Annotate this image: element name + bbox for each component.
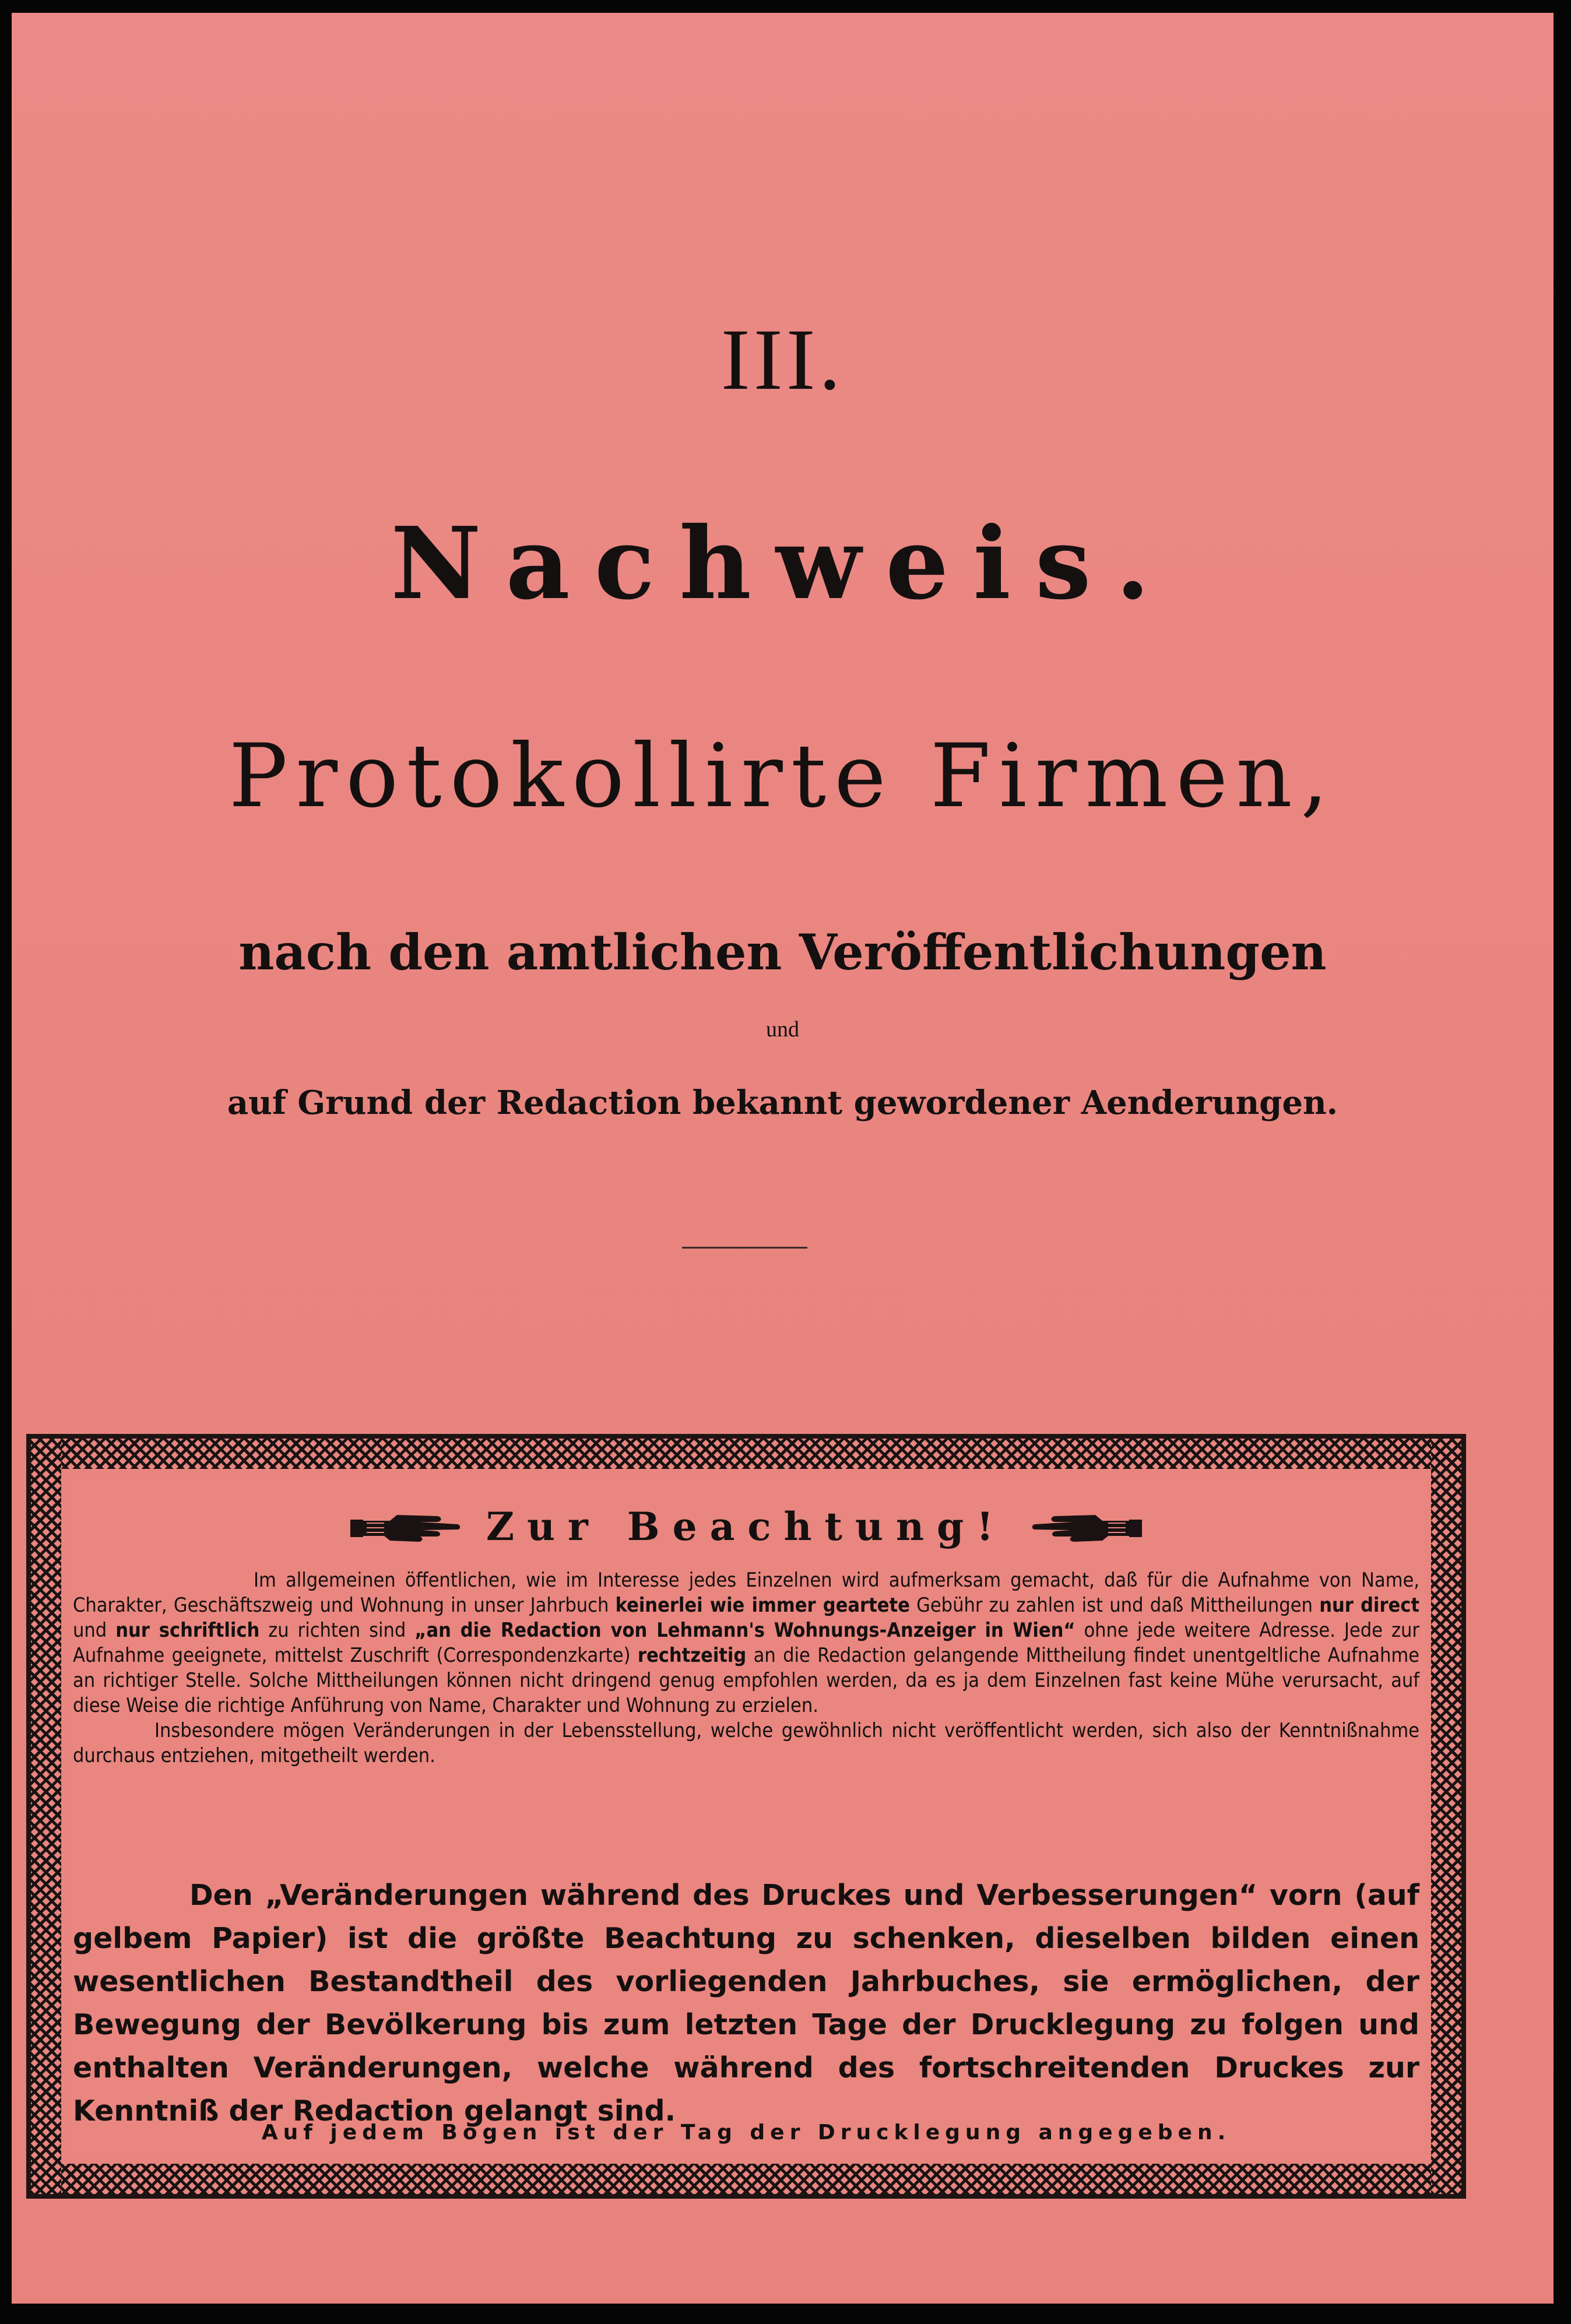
divider-rule bbox=[682, 1247, 807, 1249]
text-run: an die Redaction gelangende Mittheilung findet unentgeltliche Aufnahme an richtiger Stelle. Solche Mittheilungen können nicht dringend genug empfohlen werden, da es ja dem Einzelnen fast keine Mühe verursacht, auf diese Weise die richtige Anführung von Name, Charakter und Wohnung zu erzielen. bbox=[73, 1644, 1420, 1717]
text-run: Im allgemeinen öffentlichen, wie im Interesse jedes Einzelnen wird aufmerksam gemacht, daß für die Aufnahme von Name, Charakter, Geschäftszweig und Wohnung in unser Jahrbuch bbox=[73, 1569, 1419, 1617]
ornamental-border-top bbox=[31, 1439, 1461, 1469]
section-number: III. bbox=[721, 311, 845, 408]
notice-content bbox=[67, 1475, 1425, 2158]
emphasis-direct: nur direct bbox=[1319, 1594, 1419, 1617]
emphasis-no-fee: keinerlei wie immer geartete bbox=[615, 1594, 910, 1617]
notice-heading bbox=[67, 1504, 1425, 1550]
notice-paragraph-2: Insbesondere mögen Veränderungen in der Lebensstellung, welche gewöhnlich nicht veröffentlicht werden, sich also der Kenntnißnahme durchaus entziehen, mitgetheilt werden. bbox=[73, 1719, 1419, 1767]
page-title: Nachweis. bbox=[391, 505, 1175, 622]
description-line-official: nach den amtlichen Veröffentlichungen bbox=[238, 923, 1327, 981]
page-subtitle: Protokollirte Firmen, bbox=[229, 726, 1337, 827]
text-run: zu richten sind bbox=[259, 1619, 415, 1642]
notice-body bbox=[73, 1568, 1419, 1769]
ornamental-border-bottom bbox=[31, 2164, 1461, 2194]
description-conjunction: und bbox=[766, 1017, 799, 1042]
notice-title: Zur Beachtung! bbox=[486, 1504, 1007, 1549]
text-run: Gebühr zu zahlen ist und daß Mittheilungen bbox=[909, 1594, 1320, 1617]
pointing-hand-right-icon bbox=[349, 1510, 460, 1543]
ornamental-border-right bbox=[1431, 1439, 1461, 2194]
notice-paragraph-1 bbox=[73, 1568, 1419, 1718]
emphasis-written: nur schriftlich bbox=[115, 1619, 260, 1642]
notice-paragraph-3: Den „Veränderungen während des Druckes und Verbesserungen“ vorn (auf gelbem Papier) ist die größte Beachtung zu schenken, dieselben bilden einen wesentlichen Bestandtheil des vorliegenden Jahrbuches, sie ermöglichen, der Bewegung der Bevölkerung bis zum letzten Tage der Drucklegung zu folgen und enthalten Veränderungen, welche während des fortschreitenden Druckes zur Kenntniß der Redaction gelangt sind. bbox=[73, 1879, 1419, 2128]
text-run: und bbox=[73, 1619, 116, 1642]
text-run: ohne jede weitere Adresse. Jede zur Aufnahme geeignete, mittelst Zuschrift (Correspondenzkarte) bbox=[73, 1619, 1419, 1667]
ornamental-border-left bbox=[31, 1439, 61, 2194]
pointing-hand-left-icon bbox=[1032, 1510, 1143, 1543]
page-sheet bbox=[12, 13, 1554, 2304]
description-line-redaction: auf Grund der Redaction bekannt gewordener Aenderungen. bbox=[227, 1084, 1338, 1122]
emphasis-address: „an die Redaction von Lehmann's Wohnungs-Anzeiger in Wien“ bbox=[414, 1619, 1076, 1642]
emphasis-timely: rechtzeitig bbox=[637, 1644, 747, 1667]
notice-box bbox=[26, 1434, 1466, 2199]
notice-footer: Auf jedem Bogen ist der Tag der Drucklegung angegeben. bbox=[261, 2121, 1231, 2144]
